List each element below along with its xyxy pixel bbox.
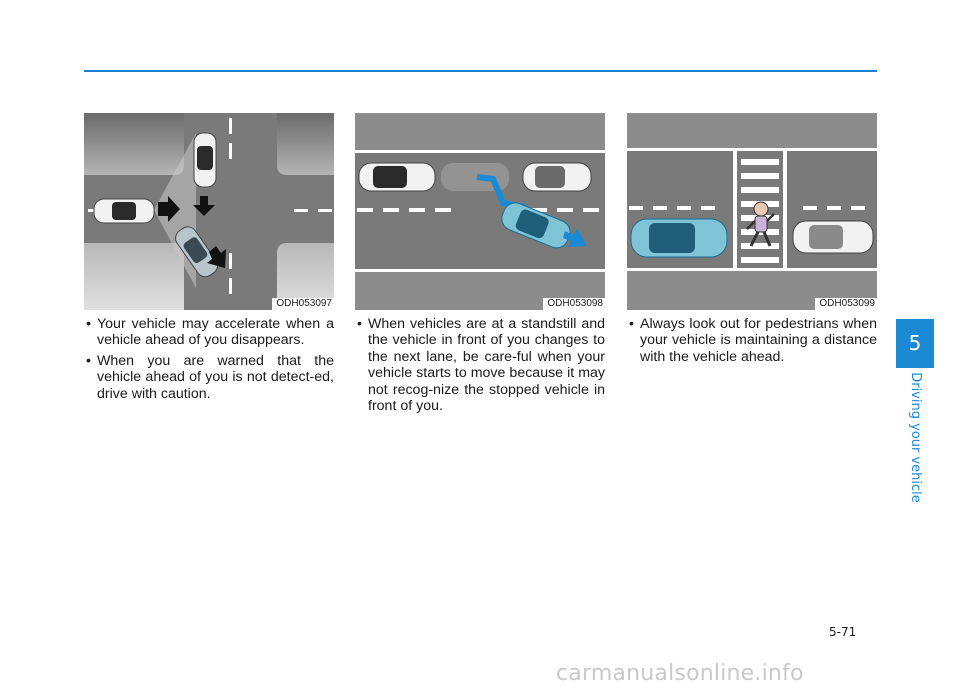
bullet-item: • When you are warned that the vehicle ahead of you is not detect-ed, drive with caution. (86, 352, 334, 402)
figure-vehicle-disappears (84, 113, 334, 310)
figure-lane-change (355, 113, 605, 310)
illustration-intersection (84, 113, 334, 310)
figure-pedestrian (627, 113, 877, 310)
chapter-title-text: Driving your vehicle (907, 372, 923, 503)
bullet-item: • When vehicles are at a standstill and the vehicle in front of you changes to the next lane, be care-ful when your vehicle starts to move because it may not recog-nize the stopped vehicle in front of you. (357, 316, 605, 415)
page-number: 5-71 (829, 625, 857, 639)
figure-code: ODH053099 (815, 298, 877, 310)
chapter-title (896, 372, 934, 503)
text-column-3 (627, 316, 877, 369)
bullet-item: • Always look out for pedestrians when your vehicle is maintaining a distance with the vehicle ahead. (629, 316, 877, 365)
watermark: carmanualsonline.info (556, 661, 804, 686)
figure-code: ODH053097 (272, 298, 334, 310)
text-column-2 (355, 316, 605, 418)
figure-code: ODH053098 (543, 298, 605, 310)
bullet-item: • Your vehicle may accelerate when a vehicle ahead of you disappears. (86, 316, 334, 349)
text-column-1 (84, 316, 334, 406)
header-rule (84, 70, 877, 72)
illustration-pedestrian-crossing (627, 113, 877, 310)
chapter-number-tab: 5 (896, 319, 934, 368)
illustration-lane-change (355, 113, 605, 310)
